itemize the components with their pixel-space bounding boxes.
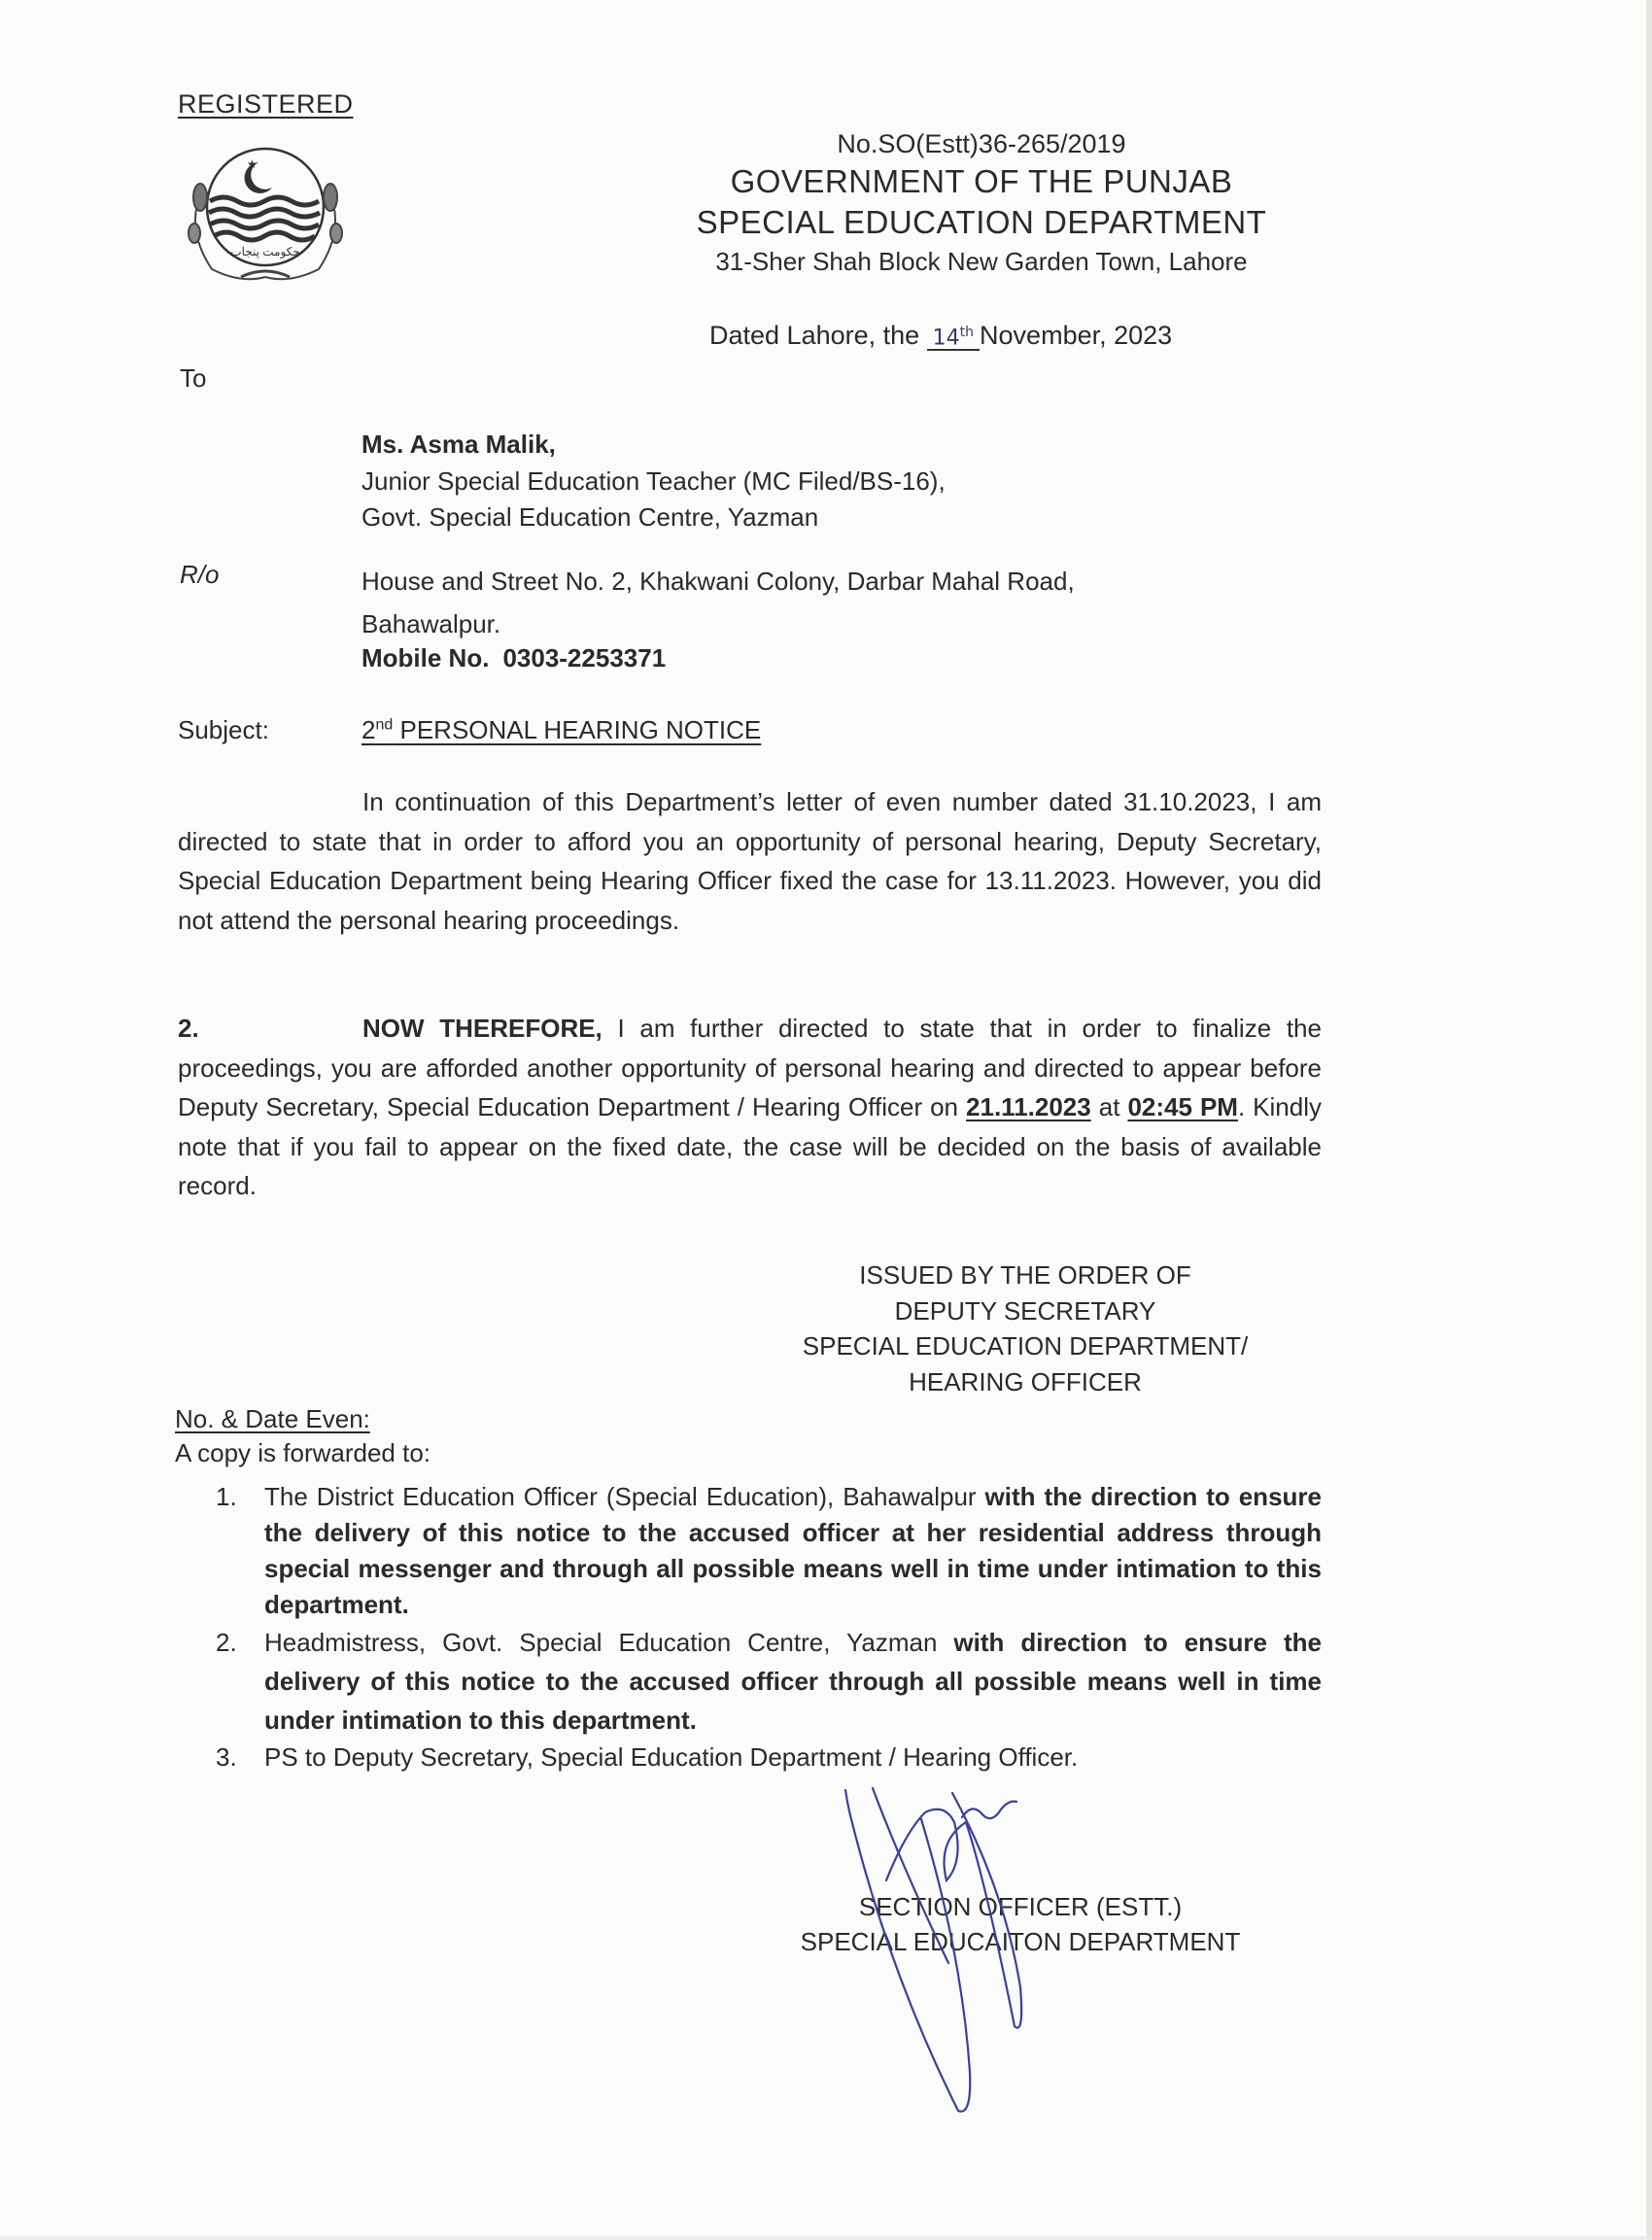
paragraph-1 [178,782,1322,940]
subject-text: PERSONAL HEARING NOTICE [393,715,762,744]
copy-recipient-list [216,1479,1322,1775]
list-item [216,1740,1322,1775]
addressee-designation: Junior Special Education Teacher (MC Filed/BS-16), [361,466,946,496]
paragraph-1-text: In continuation of this Department’s letter of even number dated 31.10.2023, I am directed to state that in order to afford you an opportunity of personal hearing, Deputy Secretary, Special Education Department being Hearing Officer fixed the case for 13.11.2023. However, you did not attend the personal hearing proceedings. [178,787,1322,935]
hearing-date: 21.11.2023 [966,1092,1091,1121]
logo-urdu-text: حکومت پنجاب [230,245,300,258]
department-title: SPECIAL EDUCATION DEPARTMENT [696,204,1267,240]
issued-by-line-1: ISSUED BY THE ORDER OF [859,1260,1191,1290]
reference-number: No.SO(Estt)36-265/2019 [837,129,1126,158]
list-item-text: The District Education Officer (Special Education), Bahawalpur [264,1482,985,1511]
handwritten-signature [797,1778,1108,2128]
ro-label: R/o [180,560,220,589]
registered-label: REGISTERED [178,89,354,119]
mobile-number [361,643,666,673]
issued-by-line-3: SPECIAL EDUCATION DEPARTMENT/ [802,1331,1249,1361]
residence-line-1: House and Street No. 2, Khakwani Colony, Darbar Mahal Road, [361,567,1075,596]
handwritten-day [927,322,980,351]
addressee-office: Govt. Special Education Centre, Yazman [361,502,819,532]
addressee-name: Ms. Asma Malik, [361,430,556,459]
list-item [216,1623,1322,1740]
signatory-title: SECTION OFFICER (ESTT.) [858,1892,1183,1921]
residence-line-2: Bahawalpur. [361,609,501,638]
paragraph-2-number: 2. [178,1014,199,1043]
list-item-number: 3. [216,1742,237,1772]
to-label: To [180,363,207,393]
subject-ordinal: 2 [361,715,376,744]
list-item-number: 1. [216,1482,237,1511]
department-address: 31-Sher Shah Block New Garden Town, Lahore [715,247,1248,276]
copy-heading: No. & Date Even: [175,1404,370,1433]
day-number: 14 [932,326,960,350]
letter-date [709,321,1172,351]
issued-by-block [680,1258,1370,1399]
subject-title [361,715,761,745]
hearing-time: 02:45 PM [1127,1092,1238,1121]
list-item [216,1479,1322,1623]
subject-label: Subject: [178,715,269,744]
star-icon: ★ [247,157,258,171]
issued-by-line-4: HEARING OFFICER [909,1366,1142,1396]
dated-prefix: Dated Lahore, the [709,321,927,350]
residence-address [361,560,1075,645]
paragraph-2-text-b: . Kindly note that if you fail to appear on the fixed date, the case will be decided on the basis of available record. [178,1092,1322,1200]
signatory-department: SPECIAL EDUCAITON DEPARTMENT [800,1927,1241,1956]
punjab-government-logo [173,141,358,287]
list-item-text: PS to Deputy Secretary, Special Education Department / Hearing Officer. [264,1742,1079,1772]
day-suffix: th [959,324,975,340]
paragraph-2-at: at [1090,1092,1128,1121]
waves-icon [209,197,320,240]
government-title: GOVERNMENT OF THE PUNJAB [730,163,1233,199]
dated-suffix: November, 2023 [980,321,1173,350]
mobile-value: 0303-2253371 [502,643,667,672]
list-item-direction: with direction to ensure the delivery of this notice to the accused officer through all possible means well in time under intimation to this department. [264,1628,1322,1735]
paragraph-2-text-a: I am further directed to state that in order to finalize the proceedings, you are afforded another opportunity of personal hearing and directed to appear before Deputy Secretary, Special Education Department / Hearing Officer on [178,1014,1322,1121]
list-item-number: 2. [216,1628,237,1657]
copy-intro: A copy is forwarded to: [175,1438,431,1467]
paragraph-2-lead: NOW THEREFORE, [362,1014,602,1043]
subject-ordinal-suffix: nd [375,716,394,734]
issued-by-line-2: DEPUTY SECRETARY [894,1295,1156,1326]
mobile-label: Mobile No. [361,643,490,672]
list-item-direction: with the direction to ensure the delivery of this notice to the accused officer at her residential address through special messenger and through all possible means well in time under intimation to this department. [264,1482,1322,1619]
list-item-text: Headmistress, Govt. Special Education Centre, Yazman [264,1628,954,1657]
paragraph-2 [178,1009,1322,1206]
